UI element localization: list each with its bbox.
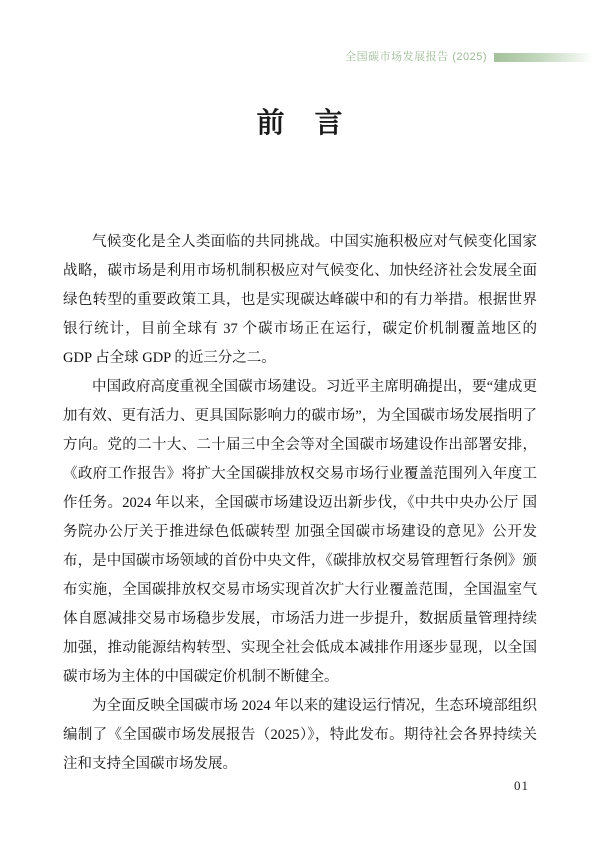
paragraph-climate-challenge: 气候变化是全人类面临的共同挑战。中国实施积极应对气候变化国家战略，碳市场是利用市场机制积极应对气候变化、加快经济社会发展全面绿色转型的重要政策工具，也是实现碳达峰碳中和的有力举措。根据世界银行统计，目前全球有 37 个碳市场正在运行，碳定价机制覆盖地区的 GDP 占全球 GDP 的近三分之二。 bbox=[63, 234, 537, 366]
preface-body bbox=[63, 228, 537, 779]
paragraph-report-publication: 为全面反映全国碳市场 2024 年以来的建设运行情况，生态环境部组织编制了《全国碳市场发展报告（2025）》，特此发布。期待社会各界持续关注和支持全国碳市场发展。 bbox=[63, 698, 537, 772]
running-header bbox=[0, 50, 600, 64]
running-header-title: 全国碳市场发展报告 (2025) bbox=[345, 51, 487, 63]
header-accent-bar bbox=[494, 53, 594, 62]
page-title: 前 言 bbox=[256, 108, 344, 139]
paragraph-government-policy: 中国政府高度重视全国碳市场建设。习近平主席明确提出，要“建成更加有效、更有活力、更具国际影响力的碳市场”，为全国碳市场发展指明了方向。党的二十大、二十届三中全会等对全国碳市场建设作出部署安排，《政府工作报告》将扩大全国碳排放权交易市场行业覆盖范围列入年度工作任务。2024 年以来，全国碳市场建设迈出新步伐，《中共中央办公厅 国务院办公厅关于推进绿色低碳转型 加强全国碳市场建设的意见》公开发布，是中国碳市场领域的首份中央文件，《碳排放权交易管理暂行条例》颁布实施，全国碳排放权交易市场实现首次扩大行业覆盖范围，全国温室气体自愿减排交易市场稳步发展，市场活力进一步提升，数据质量管理持续加强，推动能源结构转型、实现全社会低成本减排作用逐步显现，以全国碳市场为主体的中国碳定价机制不断健全。 bbox=[63, 379, 537, 685]
page-number: 01 bbox=[514, 778, 529, 793]
